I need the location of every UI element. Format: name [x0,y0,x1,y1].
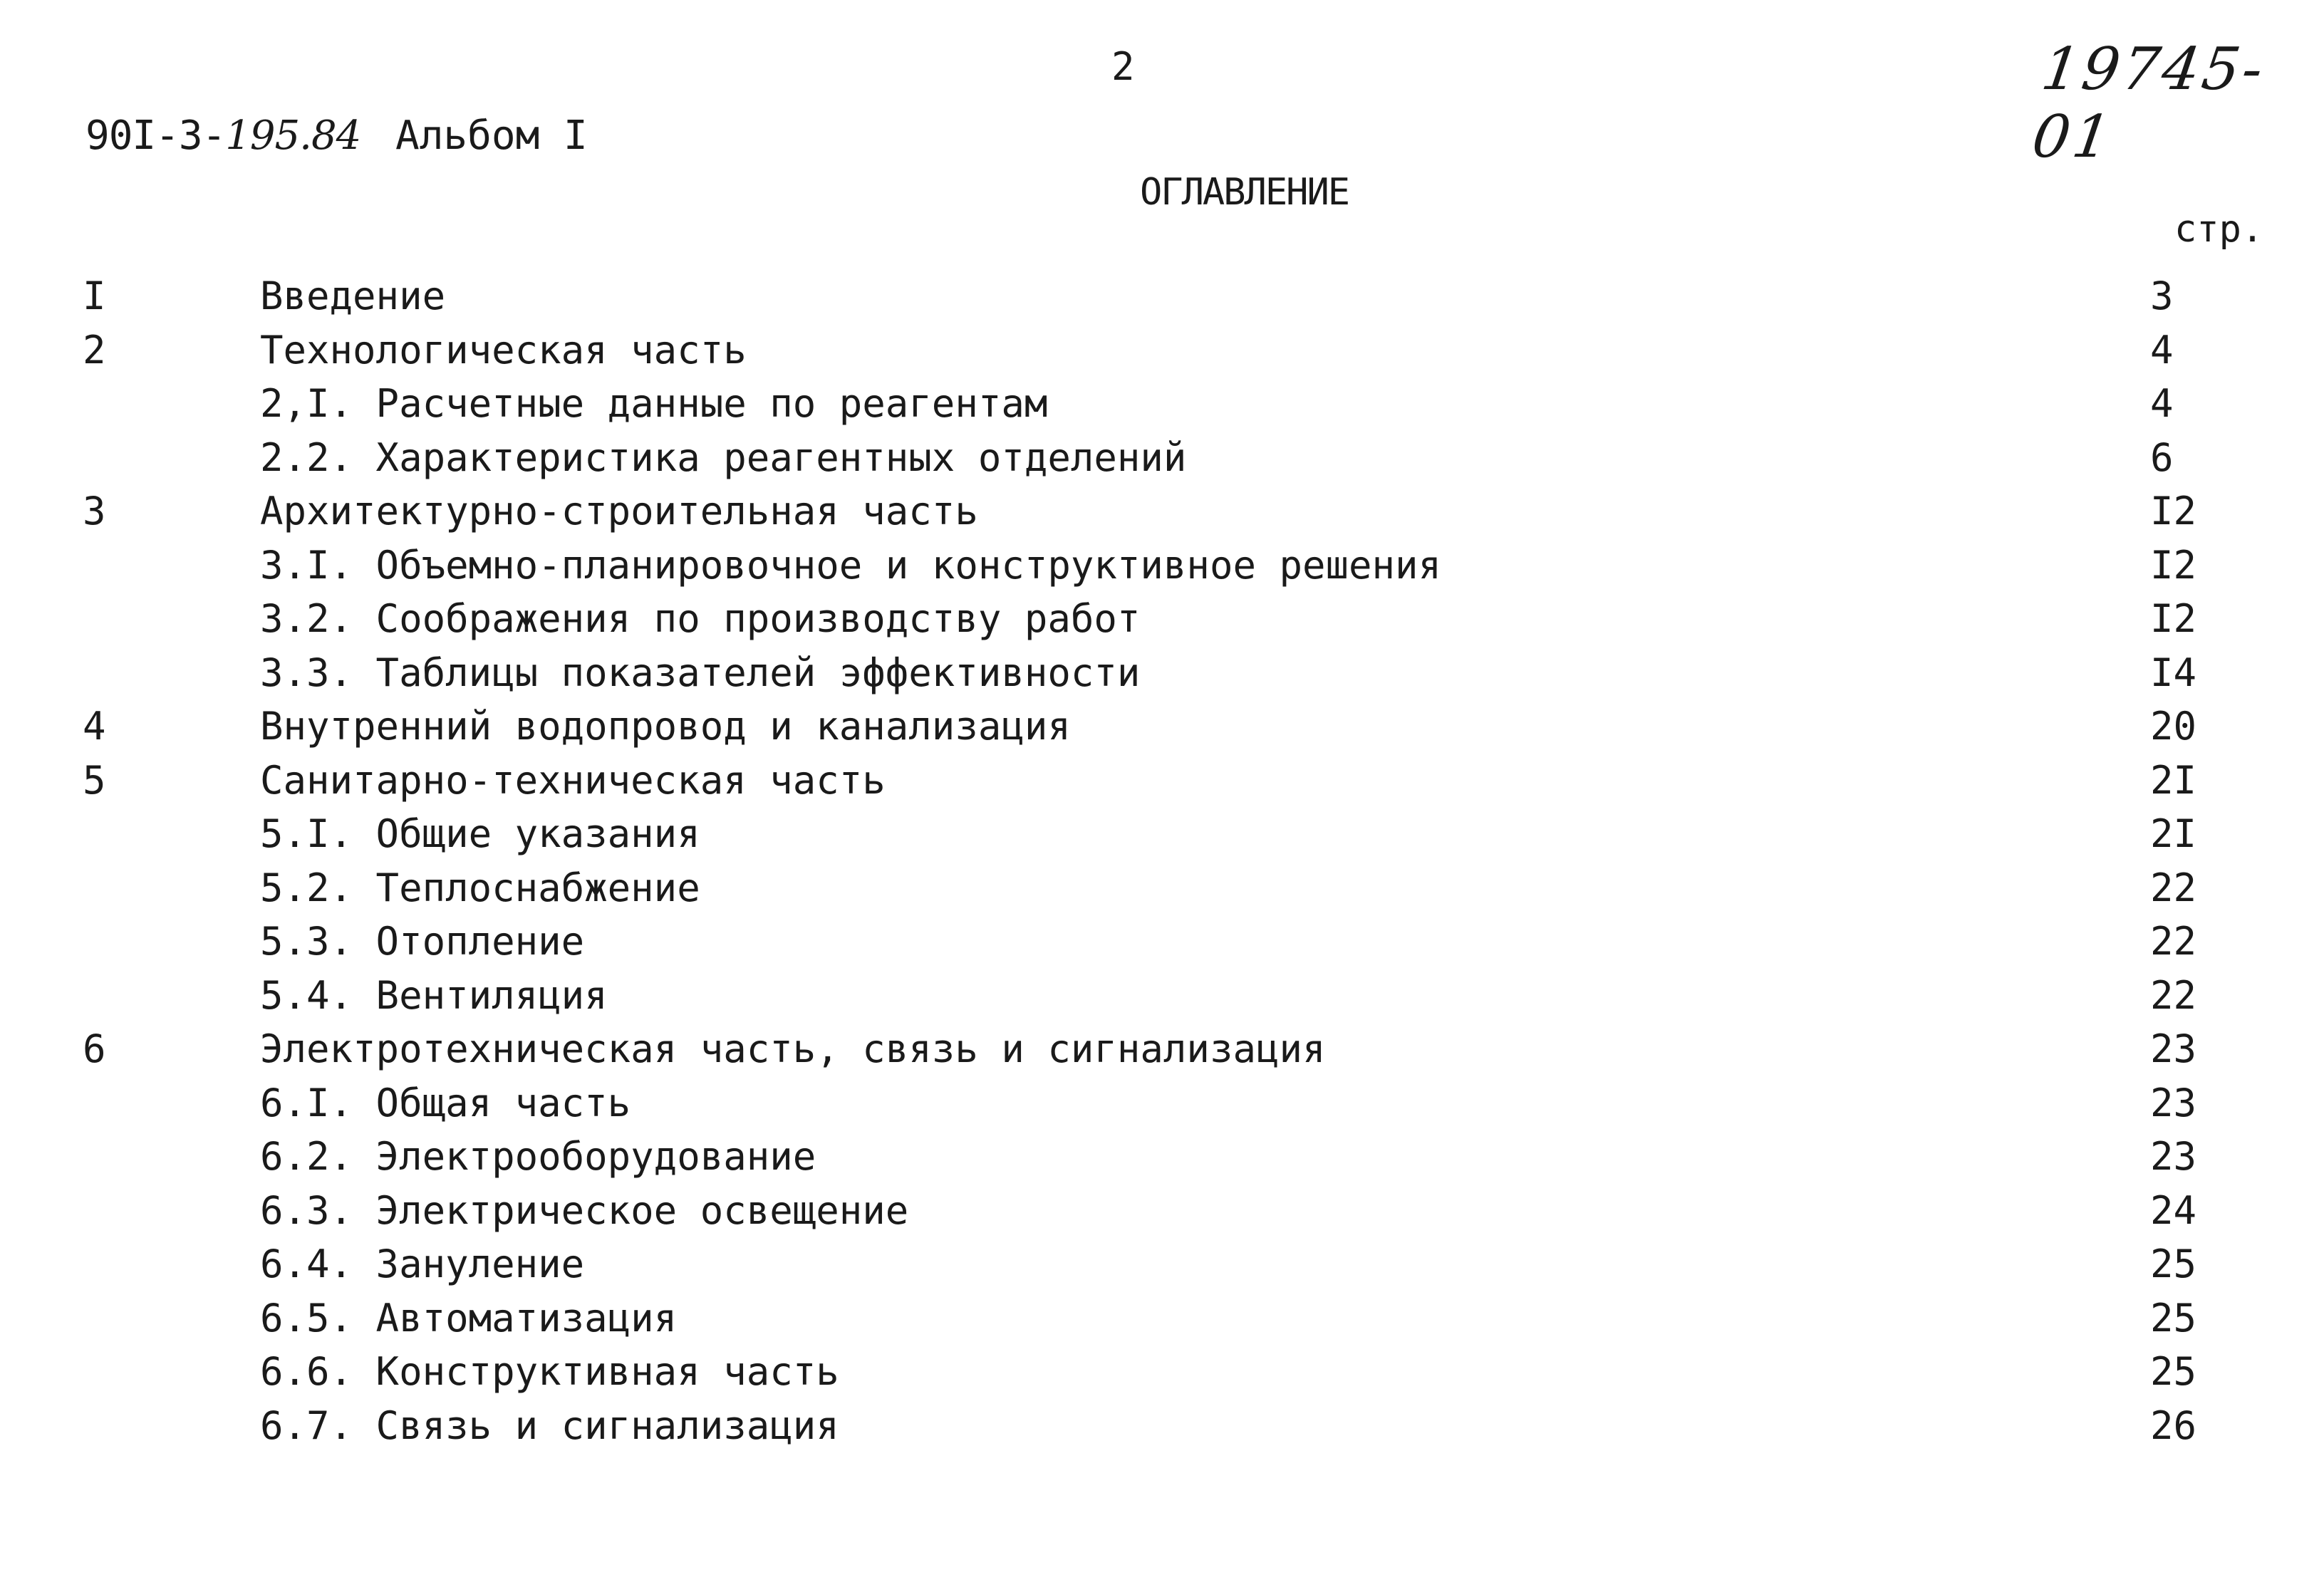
toc-entry [0,592,2324,646]
toc-entry [0,431,2324,485]
toc-entry-title: 3.2. Соображения по производству работ [260,596,1141,641]
album-label: Альбом I [395,113,588,159]
toc-entry-number: I [83,274,106,318]
toc-entry [0,539,2324,593]
toc-entry-page: 25 [2150,1295,2197,1341]
toc-entry-title: 3.I. Объемно-планировочное и конструктивное решения [260,542,1442,588]
toc-entry [0,754,2324,808]
toc-entry-number: 5 [83,757,106,803]
toc-entry-page: I4 [2150,650,2197,695]
toc-entry-title: 6.2. Электрооборудование [260,1134,816,1179]
toc-entry-title: 5.2. Теплоснабжение [260,865,700,910]
toc-entry [0,1237,2324,1291]
toc-entry [0,699,2324,754]
toc-entry [0,484,2324,539]
toc-entry-title: 3.3. Таблицы показателей эффективности [260,650,1141,695]
toc-entry-title: Технологическая часть [260,327,747,373]
toc-entry-page: 22 [2150,972,2197,1018]
toc-entry [0,969,2324,1023]
toc-entry-page: I2 [2150,596,2197,641]
document-code-prefix: 90I-3- [85,113,226,159]
toc-entry [0,1345,2324,1399]
toc-entry-title: 6.I. Общая часть [260,1080,631,1125]
toc-entry [0,1184,2324,1238]
toc-entry-title: 5.I. Общие указания [260,811,700,856]
toc-entry-number: 4 [83,704,106,749]
toc-entry-page: I2 [2150,542,2197,588]
toc-entry [0,861,2324,915]
toc-entry [0,1130,2324,1184]
toc-title: ОГЛАВЛЕНИЕ [1140,171,1349,214]
toc-entry-title: 6.3. Электрическое освещение [260,1187,909,1233]
toc-entry-number: 3 [83,489,106,534]
toc-entry-page: 23 [2150,1134,2197,1179]
toc-entry-page: 4 [2150,381,2174,426]
toc-entry-page: 26 [2150,1403,2197,1448]
toc-entry [0,1399,2324,1453]
toc-entry-page: 20 [2150,704,2197,749]
handwritten-archive-number: 19745-01 [2028,36,2270,171]
toc-entry [0,1291,2324,1346]
toc-entry-page: 25 [2150,1349,2197,1394]
toc-entry-title: 5.4. Вентиляция [260,972,608,1018]
toc-entry [0,646,2324,700]
toc-entry-title: 6.7. Связь и сигнализация [260,1403,839,1448]
toc-entry-page: 22 [2150,919,2197,964]
toc-entry [0,377,2324,431]
toc-entry [0,1022,2324,1076]
toc-entry-title: 6.4. Зануление [260,1242,585,1286]
toc-entry-title: 2,I. Расчетные данные по реагентам [260,381,1048,426]
toc-entry-page: 23 [2150,1080,2197,1125]
toc-entry-page: 22 [2150,865,2197,910]
toc-entry-title: 2.2. Характеристика реагентных отделений [260,435,1187,480]
toc-entry-title: 5.3. Отопление [260,919,585,964]
toc-entry [0,269,2324,323]
toc-entry-title: Электротехническая часть, связь и сигнализация [260,1026,1326,1071]
toc-entry-page: 4 [2150,327,2174,373]
toc-entry-page: I2 [2150,489,2197,534]
toc-entry-page: 24 [2150,1187,2197,1233]
toc-entry-title: Санитарно-техническая часть [260,757,886,803]
page-number: 2 [1111,44,1135,89]
toc-entry [0,1076,2324,1130]
toc-entry-title: Внутренний водопровод и канализация [260,704,1071,749]
toc-entry-number: 6 [83,1026,106,1071]
toc-entry [0,323,2324,378]
toc-entry-title: Архитектурно-строительная часть [260,489,978,534]
toc-entry [0,915,2324,969]
document-code-handwritten: 195.84 [225,113,361,159]
toc-entry-page: 25 [2150,1242,2197,1286]
toc-entry-number: 2 [83,327,106,373]
toc-entry-page: 6 [2150,435,2174,480]
toc-entry-page: 3 [2150,274,2174,318]
toc-entry-title: 6.6. Конструктивная часть [260,1349,839,1394]
page-column-header: стр. [2174,208,2264,251]
toc-entry-title: 6.5. Автоматизация [260,1295,678,1341]
toc-entry-page: 23 [2150,1026,2197,1071]
toc-entry [0,807,2324,861]
document-code [85,113,360,159]
toc-list [0,269,2324,1452]
toc-entry-title: Введение [260,274,446,318]
toc-entry-page: 2I [2150,757,2197,803]
toc-entry-page: 2I [2150,811,2197,856]
